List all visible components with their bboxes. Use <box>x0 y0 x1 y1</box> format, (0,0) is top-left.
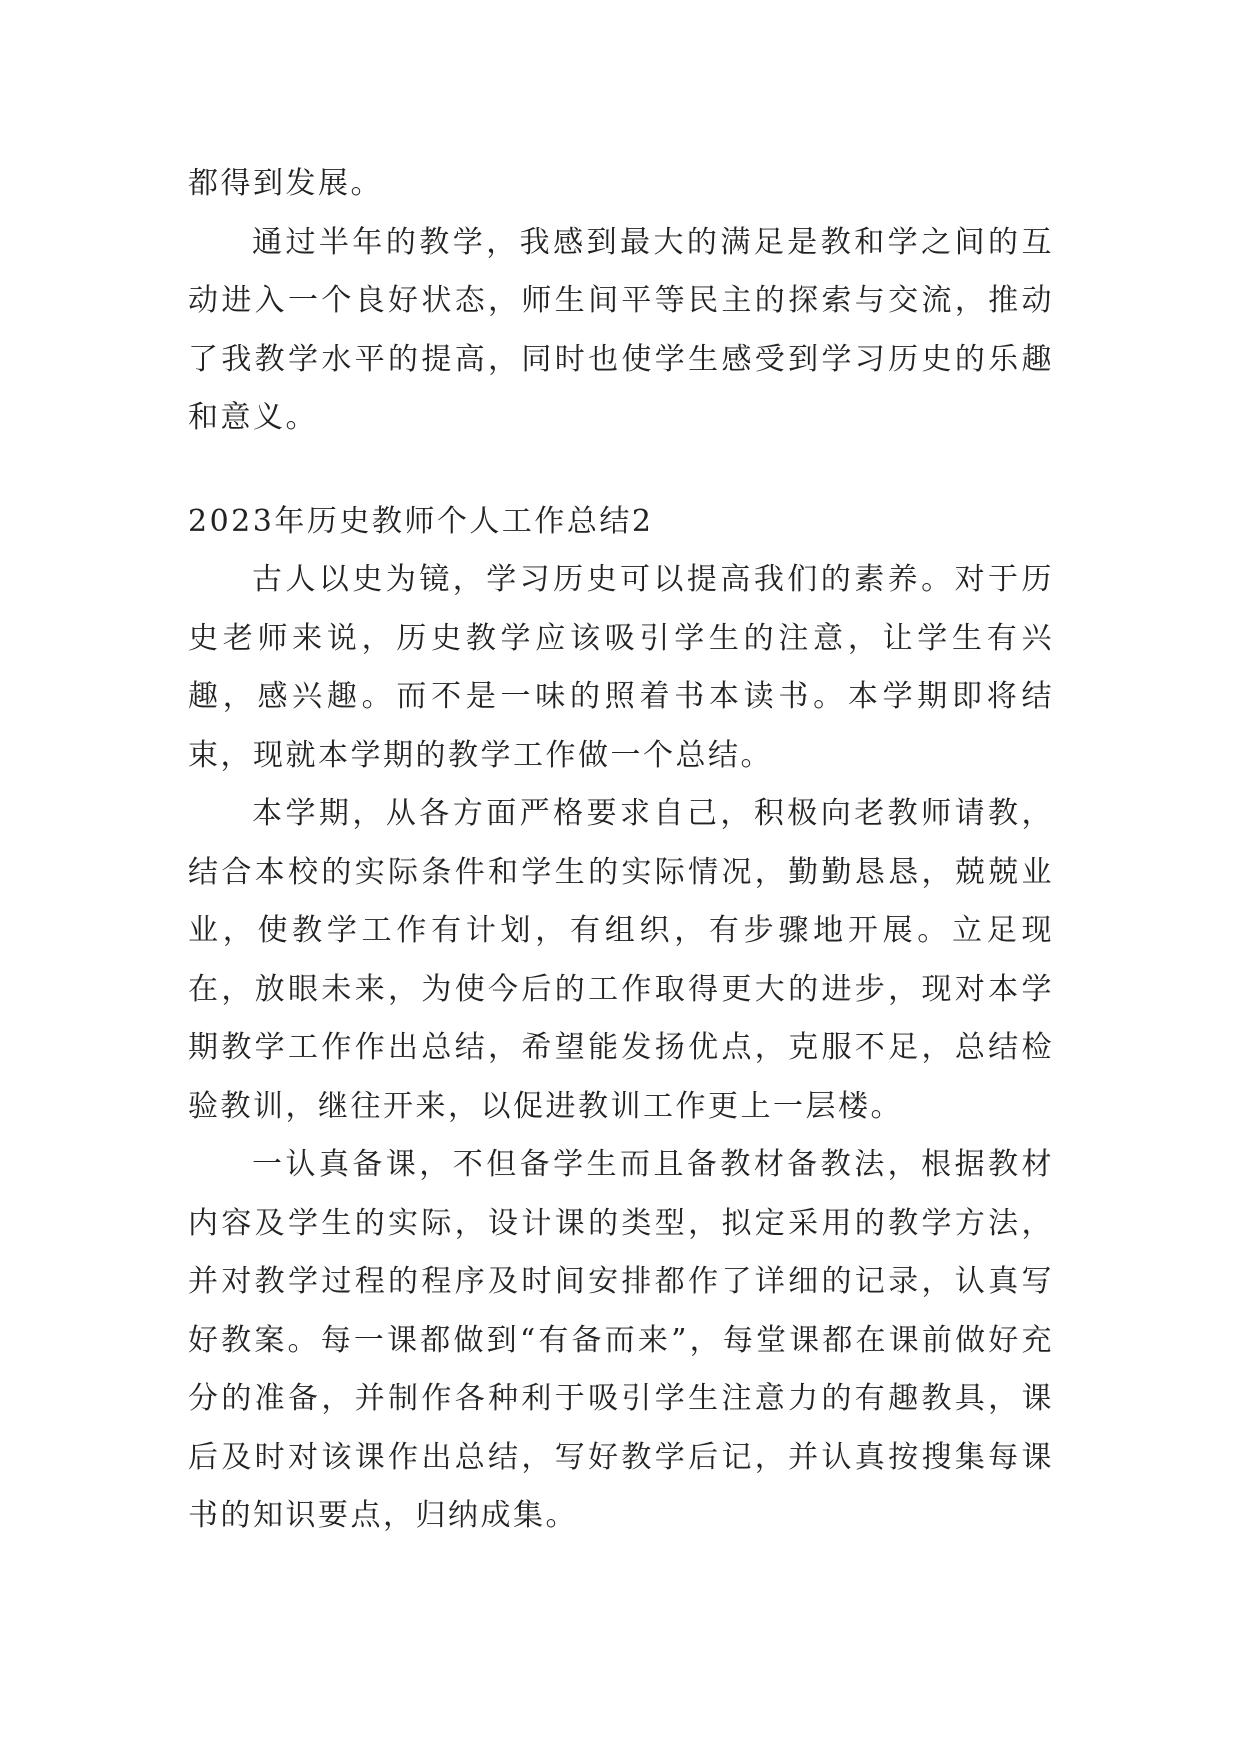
section-title: 2023年历史教师个人工作总结2 <box>188 503 654 539</box>
document-page <box>188 155 1054 1546</box>
paragraph-semester-summary: 本学期，从各方面严格要求自己，积极向老教师请教，结合本校的实际条件和学生的实际情况，勤勤恳恳，兢兢业业，使教学工作有计划，有组织，有步骤地开展。立足现在，放眼未来，为使今后的工作取得更大的进步，现对本学期教学工作作出总结，希望能发扬优点，克服不足，总结检验教训，继往开来，以促进教训工作更上一层楼。 <box>188 796 1054 1124</box>
paragraph-continuation: 都得到发展。 <box>188 166 383 201</box>
paragraph-teaching-reflection: 通过半年的教学，我感到最大的满足是教和学之间的互动进入一个良好状态，师生间平等民主的探索与交流，推动了我教学水平的提高，同时也使学生感受到学习历史的乐趣和意义。 <box>188 224 1054 435</box>
paragraph-lesson-preparation: 一认真备课，不但备学生而且备教材备教法，根据教材内容及学生的实际，设计课的类型，拟定采用的教学方法，并对教学过程的程序及时间安排都作了详细的记录，认真写好教案。每一课都做到“有备而来”，每堂课都在课前做好充分的准备，并制作各种利于吸引学生注意力的有趣教具，课后及时对该课作出总结，写好教学后记，并认真按搜集每课书的知识要点，归纳成集。 <box>188 1147 1054 1533</box>
paragraph-intro: 古人以史为镜，学习历史可以提高我们的素养。对于历史老师来说，历史教学应该吸引学生的注意，让学生有兴趣，感兴趣。而不是一味的照着书本读书。本学期即将结束，现就本学期的教学工作做一个总结。 <box>188 562 1054 773</box>
